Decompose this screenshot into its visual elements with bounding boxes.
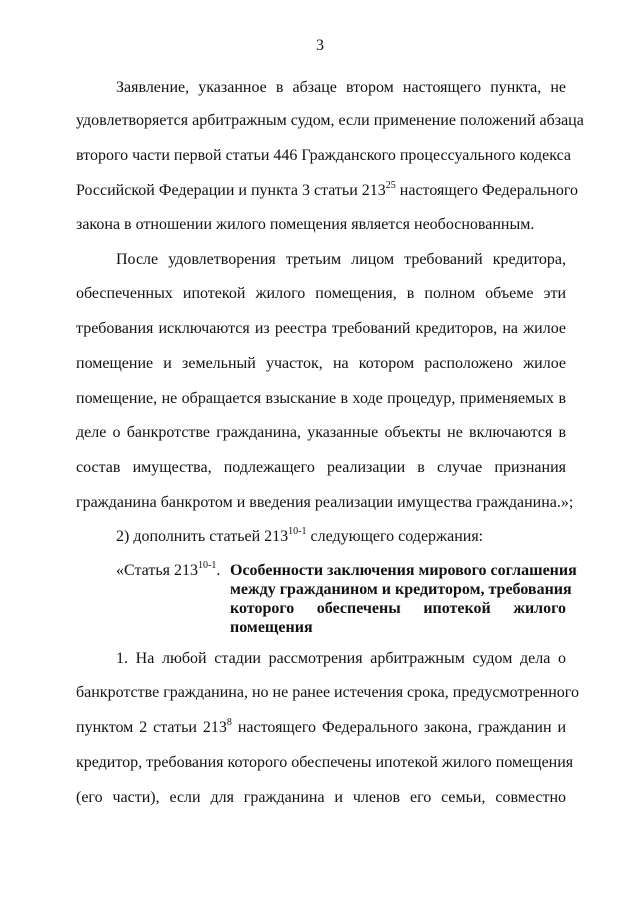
page-number: 3 — [316, 37, 324, 54]
text-line: состав имущества, подлежащего реализации в случае признания — [76, 459, 566, 476]
text-line: удовлетворяется арбитражным судом, если применение положений абзаца — [76, 112, 584, 129]
text-line: 2) дополнить статьей 213$^{10-1}$ следующего содержания: — [116, 526, 484, 545]
text-line: помещение и земельный участок, на котором расположено жилое — [76, 355, 566, 372]
text-line: После удовлетворения третьим лицом требований кредитора, — [116, 251, 566, 268]
text-line: обеспеченных ипотекой жилого помещения, в полном объеме эти — [76, 285, 566, 302]
text-line: помещение, не обращается взыскание в ходе процедур, применяемых в — [76, 390, 566, 407]
article-title-line: между гражданином и кредитором, требования — [230, 581, 572, 598]
text-line: Российской Федерации и пункта 3 статьи $213^{25}$ настоящего Федерального — [76, 180, 578, 199]
text-line: банкротстве гражданина, но не ранее истечения срока, предусмотренного — [76, 684, 579, 701]
article-number: «Статья 213$^{10-1}$. — [116, 560, 221, 579]
text-line: Заявление, указанное в абзаце втором настоящего пункта, не — [116, 79, 566, 96]
text-line: кредитор, требования которого обеспечены ипотекой жилого помещения — [76, 754, 574, 771]
text-line: деле о банкротстве гражданина, указанные объекты не включаются в — [76, 424, 566, 441]
article-title-line: помещения — [230, 619, 313, 636]
text-line: пунктом 2 статьи $213^8$ настоящего Федерального закона, гражданин и — [76, 717, 567, 736]
text-line: требования исключаются из реестра требований кредиторов, на жилое — [76, 320, 566, 337]
article-title-line: которого обеспечены ипотекой жилого — [230, 600, 566, 617]
text-line: (его части), если для гражданина и членов его семьи, совместно — [76, 789, 566, 806]
text-line: 1. На любой стадии рассмотрения арбитражным судом дела о — [116, 650, 566, 667]
text-line: гражданина банкротом и введения реализации имущества гражданина.»; — [76, 494, 574, 511]
text-line: закона в отношении жилого помещения является необоснованным. — [76, 216, 535, 233]
text-line: второго части первой статьи 446 Гражданского процессуального кодекса — [76, 147, 572, 164]
article-title-line: Особенности заключения мирового соглашения — [230, 562, 577, 579]
